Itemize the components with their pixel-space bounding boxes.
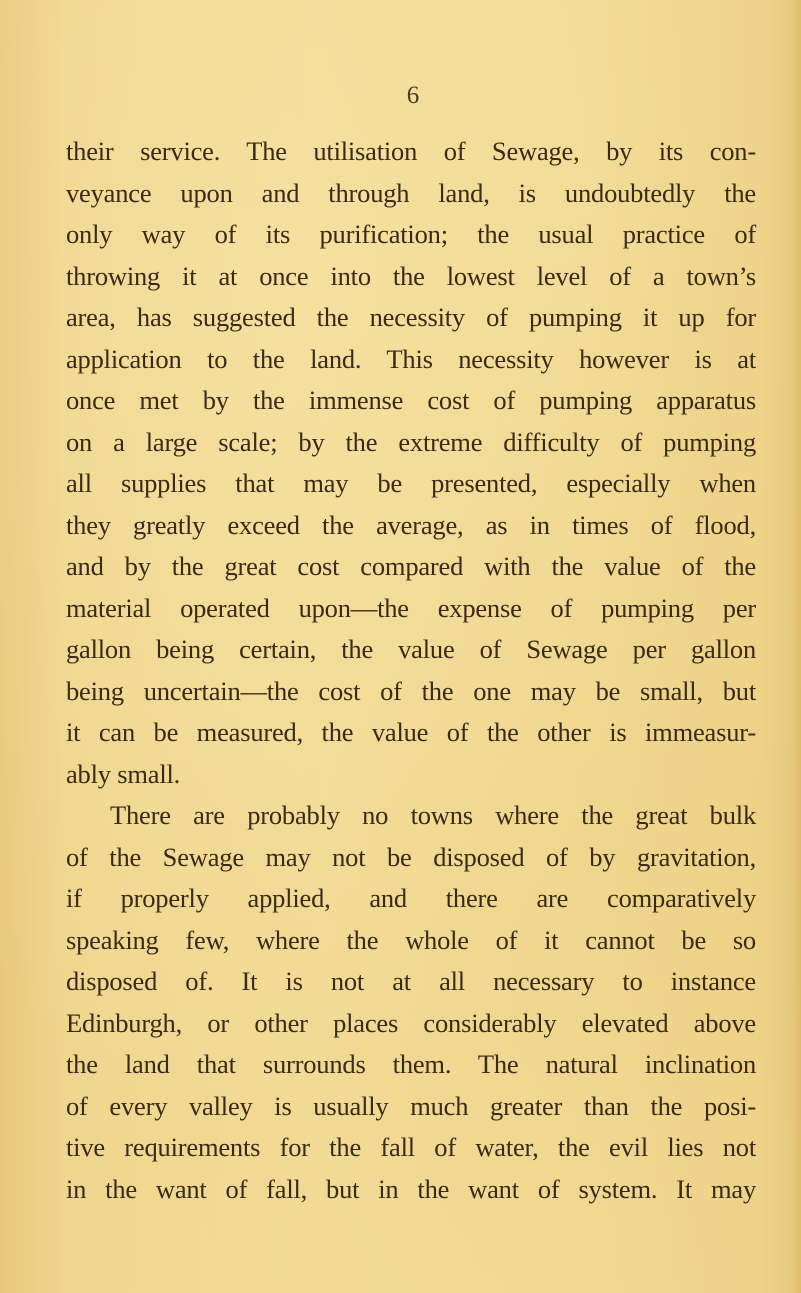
text-line: speaking few, where the whole of it cannot be so (66, 924, 756, 955)
text-line: only way of its purification; the usual practice of (66, 219, 756, 249)
text-line: ably small. (66, 758, 181, 789)
text-line: of every valley is usually much greater than the posi- (66, 1090, 756, 1121)
text-line: it can be measured, the value of the other is immeasur- (66, 717, 756, 747)
text-line: veyance upon and through land, is undoubtedly the (66, 177, 756, 208)
page-edge-shadow (791, 0, 801, 1293)
text-line: if properly applied, and there are comparatively (66, 883, 756, 913)
paragraph-2 (66, 795, 756, 1210)
text-line: in the want of fall, but in the want of system. It may (66, 1173, 756, 1204)
text-line: There are probably no towns where the great bulk (110, 800, 756, 830)
body-text (66, 131, 756, 1210)
text-line: application to the land. This necessity however is at (66, 343, 756, 374)
text-line: gallon being certain, the value of Sewage per gallon (66, 634, 756, 664)
text-line: all supplies that may be presented, especially when (66, 468, 756, 498)
text-line: once met by the immense cost of pumping apparatus (66, 385, 756, 415)
text-line: being uncertain—the cost of the one may be small, but (66, 675, 756, 706)
text-line: their service. The utilisation of Sewage, by its con- (66, 136, 756, 166)
text-line: of the Sewage may not be disposed of by gravitation, (66, 841, 756, 872)
text-line: tive requirements for the fall of water, the evil lies not (66, 1132, 756, 1162)
text-line: area, has suggested the necessity of pumping it up for (66, 302, 756, 332)
text-line: on a large scale; by the extreme difficulty of pumping (66, 426, 756, 457)
text-line: and by the great cost compared with the value of the (66, 551, 756, 581)
text-line: the land that surrounds them. The natural inclination (66, 1049, 756, 1079)
page-number: 6 (406, 82, 420, 109)
text-line: throwing it at once into the lowest level of a town’s (66, 260, 756, 291)
text-line: they greatly exceed the average, as in times of flood, (66, 509, 756, 540)
text-line: material operated upon—the expense of pumping per (66, 592, 756, 623)
paragraph-1 (66, 131, 756, 795)
text-line: Edinburgh, or other places considerably elevated above (66, 1007, 756, 1038)
text-line: disposed of. It is not at all necessary to instance (66, 966, 756, 996)
